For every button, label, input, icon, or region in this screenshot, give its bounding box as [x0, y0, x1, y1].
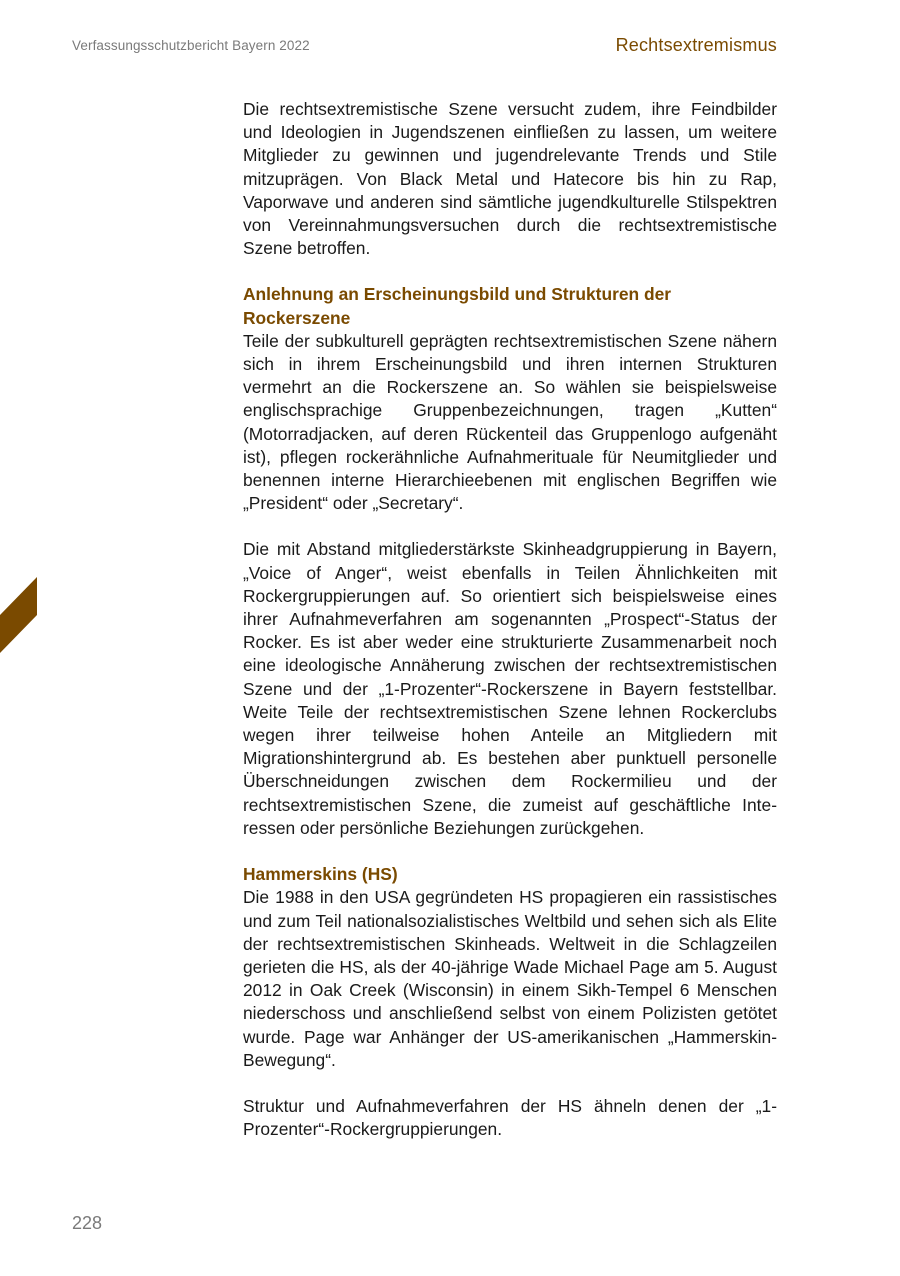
- chapter-marker-tab: [0, 577, 37, 653]
- running-head-publication: Verfassungsschutzbericht Bayern 2022: [72, 38, 310, 53]
- heading-hammerskins: Hammerskins (HS): [243, 864, 398, 885]
- paragraph-youth-scenes: Die rechtsextremistische Szene versucht zudem, ihre Feindbilder und Ideologien in Jugendszenen einfließen zu lassen, um weitere Mitglieder zu gewinnen und jugendrelevante Trends und Stile mitzuprägen. Von Black Metal und Hatecore bis hin zu Rap, Vaporwave und anderen sind sämtliche jugendkulturelle Stilspektren von Vereinnahmungsversuchen durch die rechtsextremistische Szene betroffen.: [243, 99, 777, 259]
- heading-rocker-scene: Anlehnung an Erscheinungsbild und Strukturen der Rockerszene: [243, 284, 672, 328]
- page-number: 228: [72, 1213, 103, 1233]
- running-head-section: Rechtsextremismus: [615, 35, 777, 55]
- main-content: [243, 98, 777, 1141]
- paragraph-rocker-appearance: Teile der subkulturell geprägten rechtsextremistischen Szene nähern sich in ihrem Erscheinungsbild und ihren internen Strukturen vermehrt an die Rockerszene an. So wählen sie beispielsweise englischsprachige Gruppenbezeichnungen, tragen „Kutten“ (Motorradjacken, auf deren Rückenteil das Gruppenlogo aufgenäht ist), pflegen rockerähnliche Aufnahmerituale für Neumitglieder und benennen interne Hierarchieebenen mit englischen Begriffen wie „President“ oder „Secretary“.: [243, 330, 777, 514]
- paragraph-hs-structure: Struktur und Aufnahmeverfahren der HS ähneln denen der „1-Prozenter“-Rockergruppierungen.: [243, 1095, 777, 1140]
- paragraph-hammerskins: Die 1988 in den USA gegründeten HS propagieren ein rassistisches und zum Teil nationalsozialistisches Weltbild und sehen sich als Elite der rechtsextremistischen Skinheads. Weltweit in die Schlagzeilen gerieten die HS, als der 40-jährige Wade Michael Page am 5. August 2012 in Oak Creek (Wisconsin) in einem Sikh-Tempel 6 Menschen niederschoss und anschließend selbst von einem Polizisten getötet wurde. Page war Anhänger der US-amerikanischen „Hammerskin-Bewegung“.: [243, 887, 777, 1070]
- paragraph-voice-of-anger: Die mit Abstand mitgliederstärkste Skinheadgruppierung in Bayern, „Voice of Anger“, weist ebenfalls in Teilen Ähnlichkeiten mit Rockergruppierungen auf. So orientiert sich beispielsweise eines ihrer Aufnahmeverfahren am sogenannten „Prospect“-Status der Rocker. Es ist aber weder eine strukturierte Zusammenarbeit noch eine ideologische Annäherung zwischen der rechtsextremistischen Szene und der „1-Prozenter“-Rockerszene in Bayern feststellbar. Weite Teile der rechtsextremistischen Szene lehnen Rockerclubs wegen ihrer teilweise hohen Anteile an Mitgliedern mit Migrationshintergrund ab. Es bestehen aber punktuell personelle Überschneidungen zwischen dem Rockermilieu und der rechtsextremistischen Szene, die zumeist auf geschäftliche Interessen oder persönliche Beziehungen zurückgehen.: [243, 539, 777, 838]
